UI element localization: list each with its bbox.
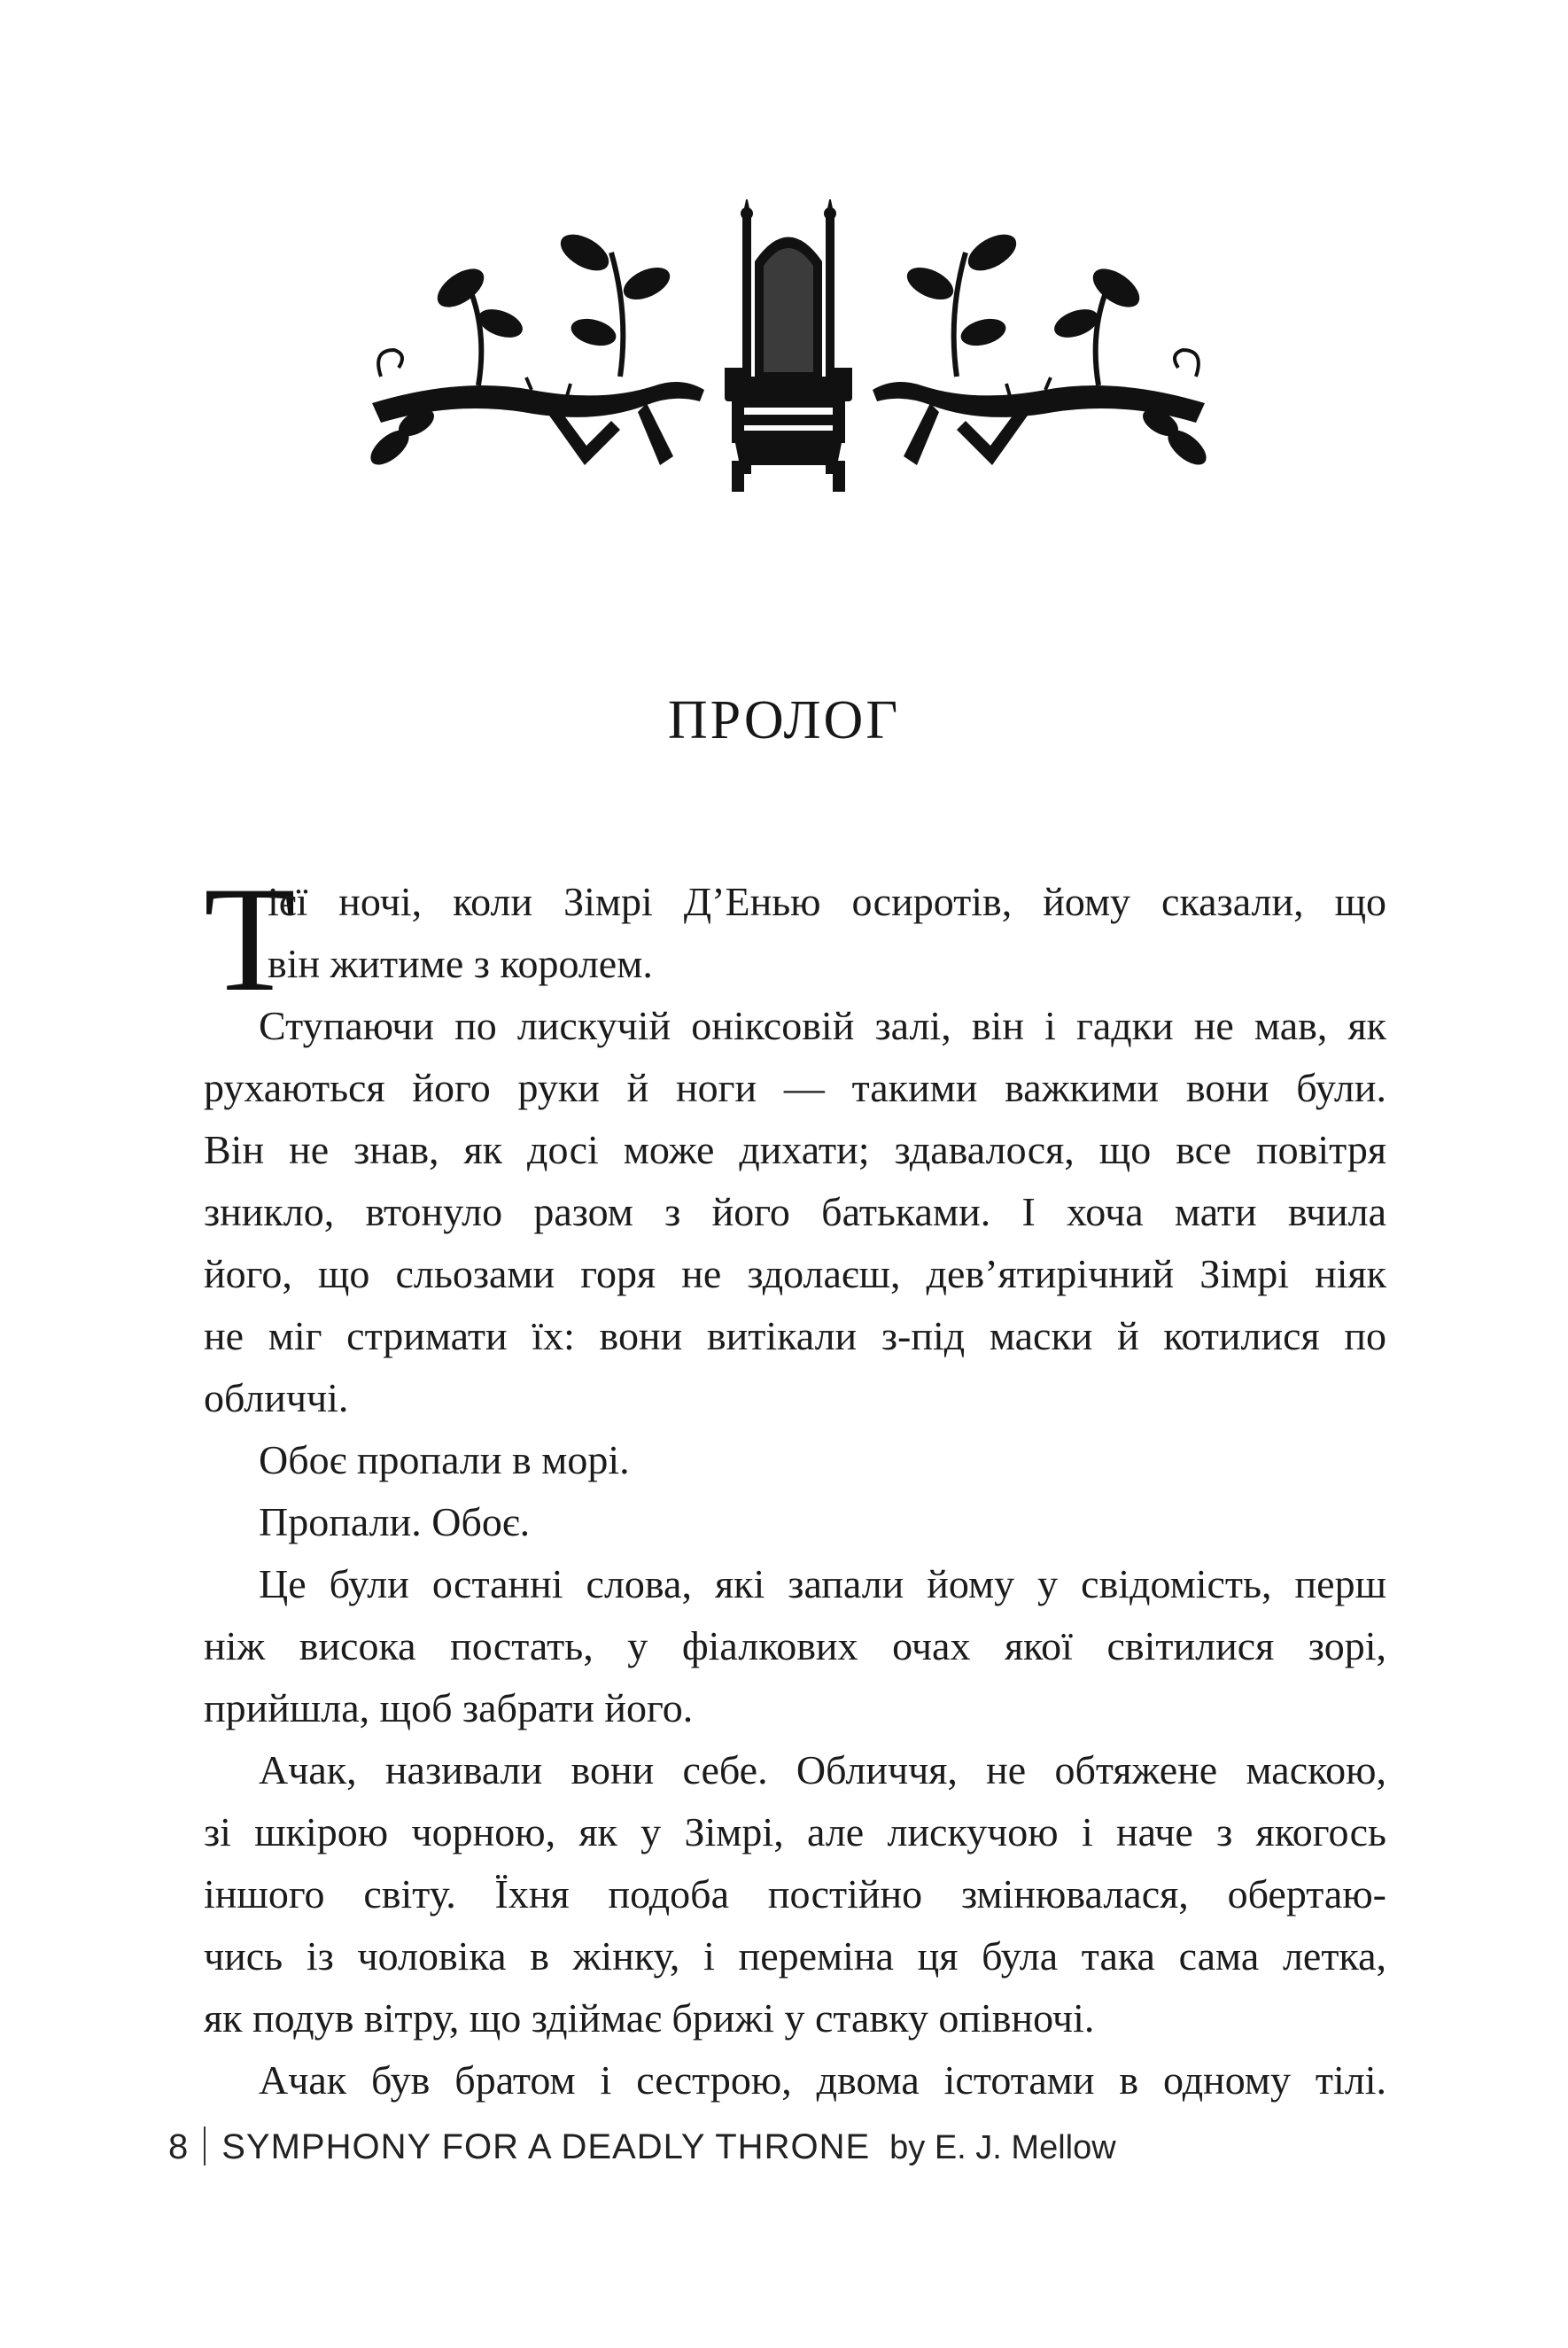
text-line: він житиме з королем. [268, 941, 653, 986]
book-title: SYMPHONY FOR A DEADLY THRONE [221, 2127, 871, 2166]
throne-ornament-icon [354, 199, 1223, 501]
page-number: 8 [168, 2127, 189, 2166]
text-line: обличчі. [204, 1375, 349, 1420]
text-line: іншого світу. Їхня подоба постійно змінювалася, обертаю- [204, 1871, 1386, 1916]
text-line: Це були останні слова, які запали йому у свідомість, перш [259, 1561, 1386, 1606]
text-line: Він не знав, як досі може дихати; здавалося, що все повітря [204, 1127, 1386, 1172]
right-vine-icon [873, 227, 1212, 471]
text-line: Обоє пропали в морі. [259, 1437, 630, 1482]
text-line: ієї ночі, коли Зімрі Д’Енью осиротів, йому сказали, що [268, 879, 1386, 924]
chapter-title: ПРОЛОГ [667, 690, 901, 750]
text-line: не міг стримати їх: вони витікали з-під маски й котилися по [204, 1313, 1386, 1358]
body-text [204, 856, 1386, 2111]
text-line: чись із чоловіка в жінку, і переміна ця була така сама летка, [204, 1933, 1386, 1979]
footer-divider [204, 2126, 206, 2165]
text-line: як подув вітру, що здіймає брижі у ставку опівночі. [204, 1995, 1095, 2041]
text-line: Ачак був братом і сестрою, двома істотами в одному тілі. [259, 2057, 1386, 2103]
drop-cap: Т [204, 856, 296, 1022]
page-footer [168, 2126, 1116, 2167]
left-vine-icon [365, 227, 704, 471]
text-line: прийшла, щоб забрати його. [204, 1685, 694, 1730]
text-line: Пропали. Обоє. [259, 1499, 531, 1544]
text-line: зі шкірою чорною, як у Зімрі, але лискучою і наче з якогось [204, 1809, 1386, 1854]
text-line: ніж висока постать, у фіалкових очах якої світилися зорі, [204, 1623, 1386, 1668]
text-line: Ачак, називали вони себе. Обличчя, не обтяжене маскою, [259, 1747, 1386, 1792]
text-line: рухаються його руки й ноги — такими важкими вони були. [204, 1065, 1386, 1110]
text-line: Ступаючи по лискучій оніксовій залі, він і гадки не мав, як [259, 1003, 1386, 1048]
author-credit: by E. J. Mellow [889, 2129, 1116, 2166]
text-line: зникло, втонуло разом з його батьками. І хоча мати вчила [204, 1189, 1386, 1234]
text-line: його, що сльозами горя не здолаєш, дев’ятирічний Зімрі ніяк [204, 1251, 1386, 1296]
